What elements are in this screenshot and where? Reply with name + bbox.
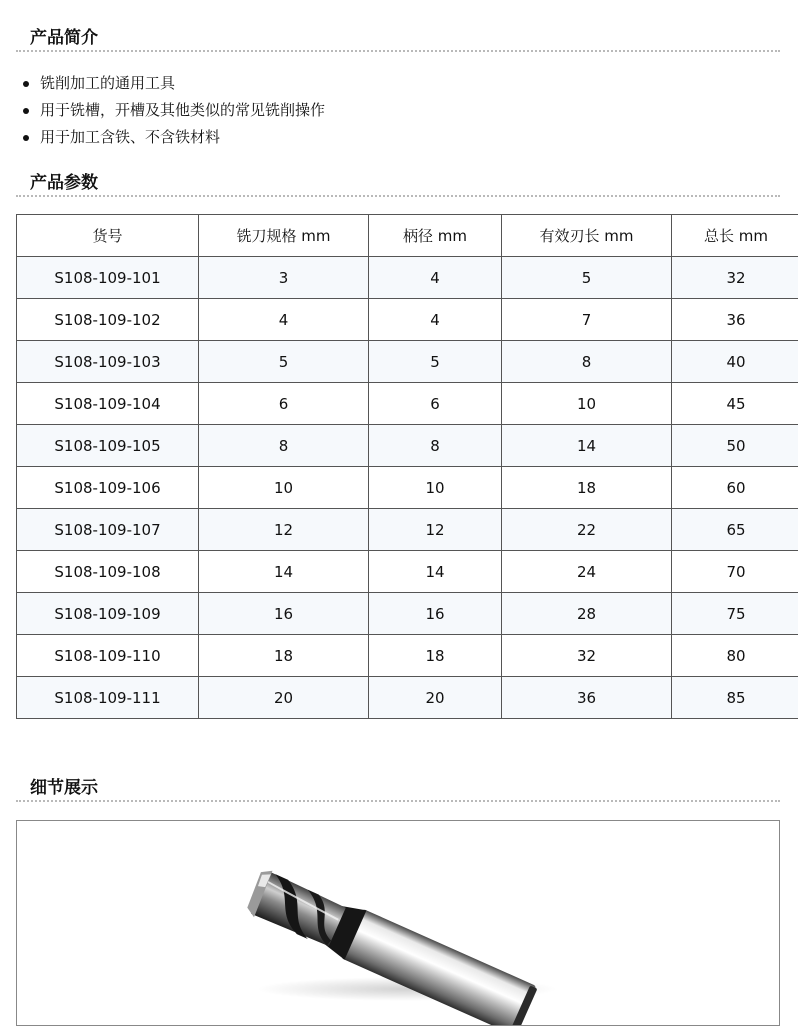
cell-shank-diameter: 8 xyxy=(369,425,502,467)
table-row xyxy=(17,341,798,383)
cell-part-number: S108-109-101 xyxy=(17,257,199,299)
cell-cutting-length: 28 xyxy=(502,593,672,635)
cell-cutter-size: 4 xyxy=(199,299,369,341)
cell-shank-diameter: 12 xyxy=(369,509,502,551)
cell-shank-diameter: 5 xyxy=(369,341,502,383)
table-row xyxy=(17,383,798,425)
cell-cutter-size: 10 xyxy=(199,467,369,509)
cell-cutter-size: 6 xyxy=(199,383,369,425)
table-row xyxy=(17,257,798,299)
tool-shank xyxy=(341,909,537,1025)
table-row xyxy=(17,425,798,467)
cell-cutter-size: 20 xyxy=(199,677,369,719)
cell-total-length: 40 xyxy=(672,341,798,383)
cell-total-length: 70 xyxy=(672,551,798,593)
cell-total-length: 75 xyxy=(672,593,798,635)
details-divider xyxy=(16,800,780,802)
header-part-number: 货号 xyxy=(17,215,199,257)
end-mill-photo xyxy=(17,821,779,1025)
cell-part-number: S108-109-109 xyxy=(17,593,199,635)
details-section-title: 细节展示 xyxy=(30,778,98,798)
cell-part-number: S108-109-108 xyxy=(17,551,199,593)
cell-total-length: 80 xyxy=(672,635,798,677)
table-row xyxy=(17,677,798,719)
cell-part-number: S108-109-105 xyxy=(17,425,199,467)
cell-cutting-length: 10 xyxy=(502,383,672,425)
cell-cutter-size: 8 xyxy=(199,425,369,467)
cell-total-length: 32 xyxy=(672,257,798,299)
intro-divider xyxy=(16,50,780,52)
table-row xyxy=(17,593,798,635)
cell-cutter-size: 12 xyxy=(199,509,369,551)
cell-cutter-size: 3 xyxy=(199,257,369,299)
intro-section-title: 产品简介 xyxy=(30,28,98,48)
intro-bullet-list xyxy=(22,70,325,151)
bullet-dot-icon xyxy=(23,135,29,141)
cell-cutter-size: 16 xyxy=(199,593,369,635)
cell-shank-diameter: 16 xyxy=(369,593,502,635)
intro-bullet-item xyxy=(22,124,325,151)
cell-shank-diameter: 4 xyxy=(369,299,502,341)
cell-cutter-size: 5 xyxy=(199,341,369,383)
header-cutter-size: 铣刀规格 mm xyxy=(199,215,369,257)
cell-cutting-length: 22 xyxy=(502,509,672,551)
cell-total-length: 50 xyxy=(672,425,798,467)
cell-total-length: 85 xyxy=(672,677,798,719)
table-row xyxy=(17,467,798,509)
table-row xyxy=(17,509,798,551)
header-shank-diameter: 柄径 mm xyxy=(369,215,502,257)
cell-shank-diameter: 20 xyxy=(369,677,502,719)
header-total-length: 总长 mm xyxy=(672,215,798,257)
intro-bullet-text: 用于加工含铁、不含铁材料 xyxy=(40,128,221,146)
cell-total-length: 45 xyxy=(672,383,798,425)
intro-bullet-text: 用于铣槽，开槽及其他类似的常见铣削操作 xyxy=(40,101,326,119)
table-header-row xyxy=(17,215,798,257)
cell-shank-diameter: 10 xyxy=(369,467,502,509)
cell-shank-diameter: 6 xyxy=(369,383,502,425)
cell-shank-diameter: 4 xyxy=(369,257,502,299)
table-row xyxy=(17,635,798,677)
detail-image-frame xyxy=(16,820,780,1026)
end-mill-tool xyxy=(242,865,538,1025)
header-cutting-length: 有效刃长 mm xyxy=(502,215,672,257)
table-row xyxy=(17,551,798,593)
intro-bullet-item xyxy=(22,97,325,124)
bullet-dot-icon xyxy=(23,108,29,114)
cell-cutting-length: 7 xyxy=(502,299,672,341)
cell-part-number: S108-109-106 xyxy=(17,467,199,509)
cell-cutting-length: 32 xyxy=(502,635,672,677)
cell-cutting-length: 5 xyxy=(502,257,672,299)
cell-total-length: 65 xyxy=(672,509,798,551)
cell-part-number: S108-109-110 xyxy=(17,635,199,677)
cell-cutting-length: 24 xyxy=(502,551,672,593)
cell-cutting-length: 36 xyxy=(502,677,672,719)
cell-part-number: S108-109-103 xyxy=(17,341,199,383)
cell-total-length: 60 xyxy=(672,467,798,509)
params-divider xyxy=(16,195,780,197)
table-row xyxy=(17,299,798,341)
bullet-dot-icon xyxy=(23,81,29,87)
cell-part-number: S108-109-104 xyxy=(17,383,199,425)
intro-bullet-item xyxy=(22,70,325,97)
cell-shank-diameter: 14 xyxy=(369,551,502,593)
cell-part-number: S108-109-111 xyxy=(17,677,199,719)
params-table xyxy=(16,214,798,719)
cell-cutter-size: 18 xyxy=(199,635,369,677)
intro-bullet-text: 铣削加工的通用工具 xyxy=(40,74,176,92)
cell-part-number: S108-109-102 xyxy=(17,299,199,341)
cell-shank-diameter: 18 xyxy=(369,635,502,677)
cell-cutting-length: 18 xyxy=(502,467,672,509)
cell-cutter-size: 14 xyxy=(199,551,369,593)
cell-total-length: 36 xyxy=(672,299,798,341)
cell-cutting-length: 8 xyxy=(502,341,672,383)
cell-part-number: S108-109-107 xyxy=(17,509,199,551)
cell-cutting-length: 14 xyxy=(502,425,672,467)
params-section-title: 产品参数 xyxy=(30,173,98,193)
